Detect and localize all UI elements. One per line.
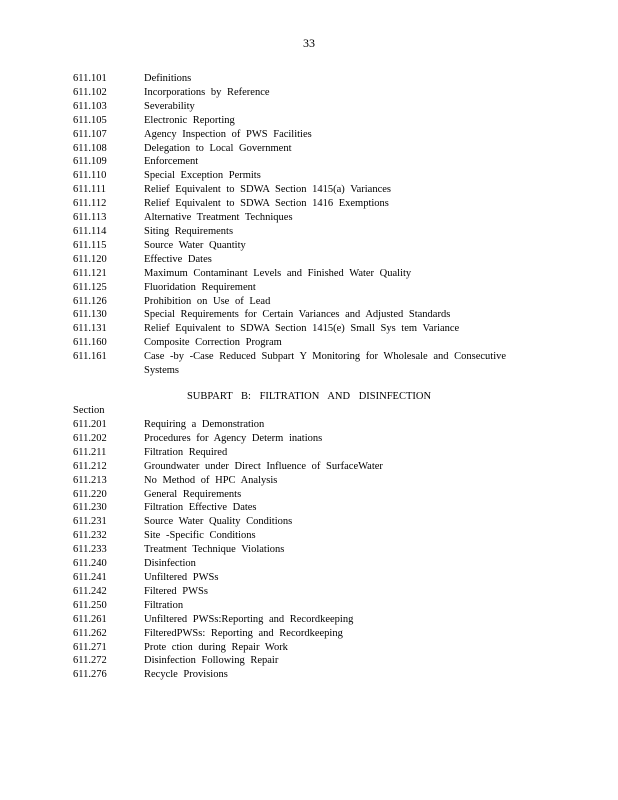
section-title: Delegation to Local Government — [144, 142, 292, 154]
section-title: Fluoridation Requirement — [144, 281, 256, 293]
section-title: Severability — [144, 100, 195, 112]
toc-entry — [73, 267, 553, 281]
section-title: Alternative Treatment Techniques — [144, 212, 293, 224]
section-number: 611.107 — [73, 128, 107, 140]
section-number: 611.108 — [73, 142, 107, 154]
toc-entry — [73, 128, 553, 142]
section-title: Treatment Technique Violations — [144, 544, 285, 556]
toc-entry — [73, 253, 553, 267]
section-title: Electronic Reporting — [144, 114, 235, 126]
section-number: 611.126 — [73, 295, 107, 307]
section-title: Disinfection Following Repair — [144, 655, 279, 667]
section-title: Special Exception Permits — [144, 170, 261, 182]
section-title-continuation: Systems — [144, 365, 180, 377]
toc-entry — [73, 515, 553, 529]
section-title: Special Requirements for Certain Variances and Adjusted Standards — [144, 309, 451, 321]
toc-entry — [73, 322, 553, 336]
section-number: 611.262 — [73, 627, 107, 639]
toc-entry — [73, 529, 553, 543]
section-number: 611.161 — [73, 351, 107, 363]
section-label: Section — [73, 405, 105, 416]
section-title: Unfiltered PWSs — [144, 571, 219, 583]
toc-entry — [73, 654, 553, 668]
section-title: Filtration Effective Dates — [144, 502, 257, 514]
section-number: 611.241 — [73, 571, 107, 583]
section-number: 611.103 — [73, 100, 107, 112]
toc-entry — [73, 557, 553, 571]
section-number: 611.202 — [73, 432, 107, 444]
toc-entry — [73, 543, 553, 557]
toc-entry — [73, 501, 553, 515]
section-title: Filtration Required — [144, 446, 228, 458]
section-number: 611.211 — [73, 446, 107, 458]
section-number: 611.109 — [73, 156, 107, 168]
section-number: 611.101 — [73, 73, 107, 84]
section-number: 611.261 — [73, 613, 107, 625]
section-title: Definitions — [144, 73, 192, 84]
section-number: 611.242 — [73, 585, 107, 597]
toc-entry — [73, 72, 553, 86]
section-title: Source Water Quantity — [144, 239, 246, 251]
subpart-b-contents — [73, 418, 553, 682]
section-title: Effective Dates — [144, 253, 212, 265]
section-title: Source Water Quality Conditions — [144, 516, 293, 528]
section-number: 611.121 — [73, 267, 107, 279]
toc-entry — [73, 627, 553, 641]
section-number: 611.271 — [73, 641, 107, 653]
section-number: 611.212 — [73, 460, 107, 472]
section-number: 611.240 — [73, 558, 107, 570]
section-number: 611.111 — [73, 184, 106, 196]
subpart-a-contents — [73, 72, 553, 378]
toc-entry — [73, 295, 553, 309]
toc-entry — [73, 183, 553, 197]
section-title: Prohibition on Use of Lead — [144, 295, 271, 307]
section-title: Relief Equivalent to SDWA Section 1416 Exemptions — [144, 198, 389, 210]
section-title: General Requirements — [144, 488, 242, 500]
toc-entry — [73, 432, 553, 446]
toc-entry — [73, 281, 553, 295]
section-title: Case -by -Case Reduced Subpart Y Monitoring for Wholesale and Consecutive — [144, 351, 507, 363]
section-number: 611.112 — [73, 198, 107, 210]
section-number: 611.120 — [73, 253, 107, 265]
section-title: Maximum Contaminant Levels and Finished Water Quality — [144, 267, 412, 279]
section-number: 611.130 — [73, 309, 107, 321]
toc-entry — [73, 668, 553, 682]
section-title: Composite Correction Program — [144, 337, 282, 349]
toc-entry — [73, 197, 553, 211]
toc-entry — [73, 599, 553, 613]
toc-entry — [73, 488, 553, 502]
toc-entry — [73, 142, 553, 156]
toc-entry — [73, 100, 553, 114]
section-title: Incorporations by Reference — [144, 86, 270, 98]
toc-entry — [73, 585, 553, 599]
section-number: 611.102 — [73, 86, 107, 98]
section-title: Agency Inspection of PWS Facilities — [144, 128, 312, 140]
page-number: 33 — [303, 36, 315, 50]
section-title: Filtration — [144, 599, 184, 611]
toc-entry — [73, 225, 553, 239]
section-number: 611.125 — [73, 281, 107, 293]
section-number: 611.201 — [73, 419, 107, 430]
section-title: Prote ction during Repair Work — [144, 641, 288, 653]
toc-entry — [73, 474, 553, 488]
section-title: FilteredPWSs: Reporting and Recordkeeping — [144, 627, 343, 639]
section-title: Procedures for Agency Determ inations — [144, 432, 323, 444]
toc-entry — [73, 308, 553, 322]
section-number: 611.113 — [73, 212, 107, 224]
section-number: 611.110 — [73, 170, 107, 182]
section-number: 611.131 — [73, 323, 107, 335]
section-number: 611.105 — [73, 114, 107, 126]
section-number: 611.276 — [73, 669, 107, 681]
section-title: Unfiltered PWSs:Reporting and Recordkeeping — [144, 613, 354, 625]
section-title: Site -Specific Conditions — [144, 530, 256, 542]
toc-entry — [73, 571, 553, 585]
section-title: Filtered PWSs — [144, 585, 208, 597]
section-number: 611.213 — [73, 474, 107, 486]
section-title: Disinfection — [144, 558, 196, 570]
section-title: Groundwater under Direct Influence of SurfaceWater — [144, 460, 383, 472]
toc-entry — [73, 114, 553, 128]
section-title: Relief Equivalent to SDWA Section 1415(e) Small Sys tem Variance — [144, 323, 460, 335]
section-title: Enforcement — [144, 156, 199, 168]
toc-entry — [73, 336, 553, 350]
section-number: 611.250 — [73, 599, 107, 611]
toc-entry — [73, 155, 553, 169]
section-number: 611.220 — [73, 488, 107, 500]
toc-entry — [73, 239, 553, 253]
toc-entry — [73, 211, 553, 225]
toc-entry — [73, 350, 553, 364]
toc-entry — [73, 418, 553, 432]
section-number: 611.232 — [73, 530, 107, 542]
section-title: Recycle Provisions — [144, 669, 228, 681]
section-title: No Method of HPC Analysis — [144, 474, 278, 486]
toc-entry — [73, 641, 553, 655]
toc-entry — [73, 169, 553, 183]
toc-entry — [73, 446, 553, 460]
toc-entry — [73, 613, 553, 627]
section-number: 611.272 — [73, 655, 107, 667]
section-number: 611.160 — [73, 337, 107, 349]
section-title: Requiring a Demonstration — [144, 419, 265, 430]
toc-entry — [73, 86, 553, 100]
section-number: 611.230 — [73, 502, 107, 514]
section-number: 611.115 — [73, 239, 107, 251]
toc-entry — [73, 460, 553, 474]
section-number: 611.231 — [73, 516, 107, 528]
section-title: Relief Equivalent to SDWA Section 1415(a) Variances — [144, 184, 392, 196]
subpart-b-heading: SUBPART B: FILTRATION AND DISINFECTION — [186, 391, 432, 402]
section-number: 611.233 — [73, 544, 107, 556]
section-number: 611.114 — [73, 225, 107, 237]
section-title: Siting Requirements — [144, 225, 234, 237]
